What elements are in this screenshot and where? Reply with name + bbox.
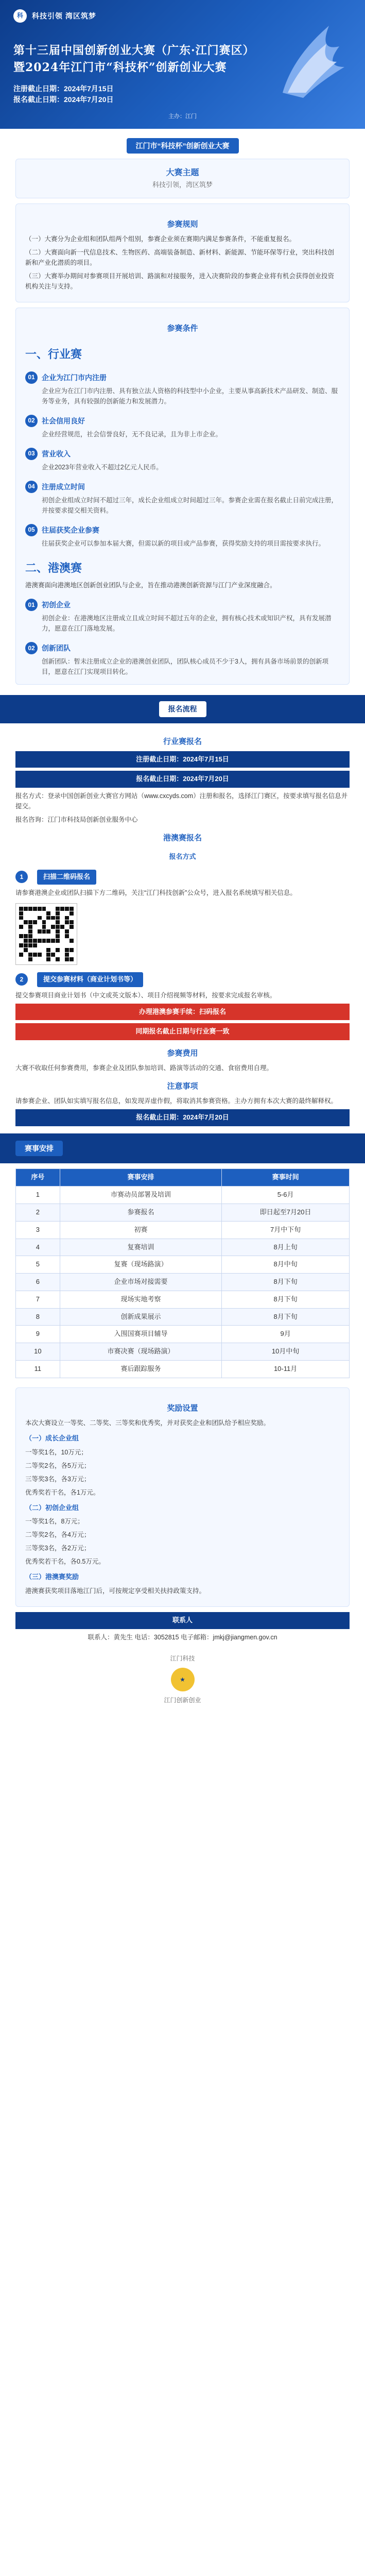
contact-body: 联系人：黄先生 电话：3052815 电子邮箱：jmkj@jiangmen.gov.cn <box>88 1634 277 1641</box>
schedule-row <box>16 1239 350 1256</box>
schedule-cell: 8月上旬 <box>222 1239 350 1256</box>
footer-brand-2: 江门创新创业 <box>164 1697 201 1704</box>
footer <box>0 1646 365 1714</box>
schedule-title: 赛事安排 <box>15 1141 63 1156</box>
cond-title: 往届获奖企业参赛 <box>42 526 99 534</box>
schedule-cell: 8月下旬 <box>222 1308 350 1326</box>
cond-title: 注册成立时间 <box>42 482 85 491</box>
slogan: 科技引领 湾区筑梦 <box>32 11 96 20</box>
awards-g3-title: （三）港澳赛奖励 <box>25 1573 79 1581</box>
cond-body: 初创企业：在港澳地区注册成立且成立时间不超过五年的企业，拥有核心技术或知识产权，具有发展潜力，愿意在江门落地发展。 <box>42 615 332 633</box>
signup-deadline-bar-2: 报名截止日期：2024年7月20日 <box>15 771 350 788</box>
schedule-cell: 6 <box>16 1274 60 1291</box>
theme-title: 大赛主题 <box>166 168 199 178</box>
award-item: 一等奖1名，10万元； <box>25 1448 88 1456</box>
cond-title: 营业收入 <box>42 449 71 458</box>
step-2 <box>15 972 350 987</box>
cond-num: 04 <box>25 481 38 493</box>
fee-body: 大赛不收取任何参赛费用，参赛企业及团队参加培训、路演等活动的交通、食宿费用自理。 <box>15 1064 273 1072</box>
schedule-row <box>16 1204 350 1221</box>
industry-heading: 一、行业赛 <box>25 347 82 361</box>
award-item: 优秀奖若干名，各1万元。 <box>25 1488 100 1496</box>
cond-title: 社会信用良好 <box>42 416 85 425</box>
cond-03 <box>25 448 340 472</box>
step-1-num: 1 <box>15 871 28 883</box>
step-1-body: 请参赛港澳企业或团队扫描下方二维码，关注“江门科技创新”公众号，进入报名系统填写相关信息。 <box>15 889 297 896</box>
awards-g1-list <box>25 1447 340 1498</box>
signup-deadline-bar-1: 注册截止日期：2024年7月15日 <box>15 751 350 768</box>
cond-body: 初创企业组成立时间不超过三年，成长企业组成立时间超过三年。参赛企业需在报名截止日前完成注册，并按要求提交相关资料。 <box>42 496 338 514</box>
schedule-row <box>16 1291 350 1308</box>
award-item: 二等奖2名，各4万元； <box>25 1531 91 1539</box>
cond-01 <box>25 371 340 406</box>
overseas-body: 港澳赛面向港澳地区创新创业团队与企业，旨在推动港澳创新资源与江门产业深度融合。 <box>25 582 276 589</box>
schedule-row <box>16 1221 350 1239</box>
schedule-cell: 7月中下旬 <box>222 1221 350 1239</box>
schedule-cell: 企业市场对接需要 <box>60 1274 221 1291</box>
ov-cond-01 <box>25 599 340 634</box>
award-item: 优秀奖若干名，各0.5万元。 <box>25 1558 105 1566</box>
schedule-cell: 入围国赛项目辅导 <box>60 1326 221 1343</box>
cond-num: 01 <box>25 371 38 384</box>
overseas-heading: 二、港澳赛 <box>25 561 82 574</box>
note-title: 注意事项 <box>167 1082 198 1091</box>
awards-section <box>0 1387 365 1607</box>
cond-title: 创新团队 <box>42 643 71 652</box>
awards-title: 奖励设置 <box>167 1403 198 1413</box>
schedule-cell: 3 <box>16 1221 60 1239</box>
schedule-row <box>16 1361 350 1378</box>
schedule-cell: 8月下旬 <box>222 1274 350 1291</box>
schedule-cell: 复赛（现场路演） <box>60 1256 221 1274</box>
schedule-cell: 8 <box>16 1308 60 1326</box>
footer-logo-icon: ★ <box>171 1668 195 1691</box>
schedule-header-cell: 赛事安排 <box>60 1169 221 1187</box>
schedule-cell: 即日起至7月20日 <box>222 1204 350 1221</box>
overseas-signup-title: 港澳赛报名 <box>163 834 202 843</box>
wing-emblem-icon <box>272 15 350 103</box>
conditions-card <box>15 308 350 685</box>
schedule-cell: 9 <box>16 1326 60 1343</box>
hero-deadline-2: 报名截止日期：2024年7月20日 <box>13 95 114 104</box>
contact-section <box>0 1612 365 1642</box>
schedule-row <box>16 1187 350 1204</box>
awards-g1-title: （一）成长企业组 <box>25 1434 79 1442</box>
cond-05 <box>25 524 340 549</box>
industry-signup-title: 行业赛报名 <box>163 737 202 746</box>
cond-02 <box>25 415 340 439</box>
theme-text: 科技引领，湾区筑梦 <box>152 180 213 189</box>
rules-title: 参赛规则 <box>167 219 198 229</box>
schedule-row <box>16 1274 350 1291</box>
schedule-cell: 4 <box>16 1239 60 1256</box>
schedule-cell: 复赛培训 <box>60 1239 221 1256</box>
awards-g3-body: 港澳赛获奖项目落地江门后，可按规定享受相关扶持政策支持。 <box>25 1587 206 1595</box>
cond-num: 02 <box>25 642 38 654</box>
contact-title: 联系人 <box>15 1612 350 1629</box>
qr-box <box>15 903 350 965</box>
cond-body: 企业应为在江门市内注册、具有独立法人资格的科技型中小企业，主要从事高新技术产品研发、制造、服务等业务，具有较强的创新能力和发展潜力。 <box>42 387 338 405</box>
conditions-title: 参赛条件 <box>167 324 198 333</box>
intro-pill: 江门市“科技杯”创新创业大赛 <box>127 138 239 154</box>
intro-section <box>0 129 365 685</box>
rule-3: （三）大赛举办期间对参赛项目开展培训、路演和对接服务，进入决赛阶段的参赛企业将有机会获得创业投资机构关注与支持。 <box>25 272 335 290</box>
step-1 <box>15 870 350 885</box>
schedule-header-cell: 序号 <box>16 1169 60 1187</box>
schedule-cell: 8月中旬 <box>222 1256 350 1274</box>
schedule-cell: 8月下旬 <box>222 1291 350 1308</box>
schedule-cell: 7 <box>16 1291 60 1308</box>
schedule-cell: 5 <box>16 1256 60 1274</box>
rule-1: （一）大赛分为企业组和团队组两个组别，参赛企业须在赛期内满足参赛条件，不能重复报名。 <box>25 235 296 243</box>
award-item: 一等奖1名，8万元； <box>25 1518 84 1526</box>
schedule-row <box>16 1256 350 1274</box>
schedule-cell: 1 <box>16 1187 60 1204</box>
schedule-cell: 5-6月 <box>222 1187 350 1204</box>
rules-card <box>15 204 350 302</box>
schedule-row <box>16 1343 350 1361</box>
overseas-red-bar-2: 同期报名截止日期与行业赛一致 <box>15 1023 350 1040</box>
awards-card <box>15 1387 350 1607</box>
schedule-table <box>15 1168 350 1378</box>
cond-num: 05 <box>25 524 38 536</box>
schedule-section <box>0 1133 365 1163</box>
signup-text-2: 报名咨询：江门市科技局创新创业服务中心 <box>15 816 138 824</box>
schedule-row <box>16 1308 350 1326</box>
awards-g2-title: （二）初创企业组 <box>25 1503 79 1512</box>
award-item: 二等奖2名，各5万元； <box>25 1462 91 1469</box>
schedule-cell: 现场实地考察 <box>60 1291 221 1308</box>
cond-04 <box>25 481 340 516</box>
footer-brand: 江门科技 <box>170 1655 195 1663</box>
signup-band-title: 报名流程 <box>159 701 206 717</box>
schedule-cell: 9月 <box>222 1326 350 1343</box>
cond-title: 初创企业 <box>42 600 71 609</box>
cond-num: 03 <box>25 448 38 460</box>
signup-deadline-bar-3: 报名截止日期：2024年7月20日 <box>15 1109 350 1126</box>
schedule-cell: 市赛动员部署及培训 <box>60 1187 221 1204</box>
ov-cond-02 <box>25 642 340 677</box>
schedule-cell: 11 <box>16 1361 60 1378</box>
brand-logo-icon: 科 <box>13 9 27 23</box>
schedule-header-cell: 赛事时间 <box>222 1169 350 1187</box>
cond-body: 创新团队：暂未注册成立企业的港澳创业团队，团队核心成员不少于3人，拥有具备市场前景的创新项目，愿意在江门实现项目转化。 <box>42 658 328 676</box>
schedule-table-wrap <box>0 1168 365 1378</box>
schedule-cell: 初赛 <box>60 1221 221 1239</box>
method-title: 报名方式 <box>169 853 196 861</box>
theme-card <box>15 159 350 198</box>
note-body: 请参赛企业、团队如实填写报名信息，如发现弄虚作假，将取消其参赛资格。主办方拥有本次大赛的最终解释权。 <box>15 1097 338 1105</box>
schedule-cell: 参赛报名 <box>60 1204 221 1221</box>
hero-deadline-1: 注册截止日期：2024年7月15日 <box>13 84 114 93</box>
schedule-cell: 赛后跟踪服务 <box>60 1361 221 1378</box>
schedule-cell: 市赛决赛（现场路演） <box>60 1343 221 1361</box>
rule-2: （二）大赛面向新一代信息技术、生物医药、高端装备制造、新材料、新能源、节能环保等行业，突出科技创新和产业化潜质的项目。 <box>25 248 335 266</box>
schedule-cell: 10-11月 <box>222 1361 350 1378</box>
cond-num: 02 <box>25 415 38 427</box>
schedule-cell: 创新成果展示 <box>60 1308 221 1326</box>
cond-body: 企业2023年营业收入不超过2亿元人民币。 <box>42 463 163 471</box>
step-2-body: 提交参赛项目商业计划书（中文或英文版本）、项目介绍视频等材料，按要求完成报名审核。 <box>15 991 276 999</box>
cond-title: 企业为江门市内注册 <box>42 373 107 382</box>
cond-body: 往届获奖企业可以参加本届大赛，但需以新的项目或产品参赛，获得奖励支持的项目需按要求执行。 <box>42 539 325 547</box>
schedule-cell: 10 <box>16 1343 60 1361</box>
award-item: 三等奖3名，各3万元； <box>25 1475 91 1483</box>
signup-section <box>0 723 365 1126</box>
hero-org: 主办：江门 <box>168 113 197 120</box>
schedule-cell: 10月中旬 <box>222 1343 350 1361</box>
signup-band <box>0 695 365 723</box>
award-item: 三等奖3名，各2万元； <box>25 1545 91 1552</box>
signup-qr-code[interactable] <box>15 903 77 965</box>
hero-banner <box>0 0 365 129</box>
overseas-red-bar-1: 办理港澳参赛手续：扫码报名 <box>15 1004 350 1021</box>
schedule-cell: 2 <box>16 1204 60 1221</box>
fee-title: 参赛费用 <box>167 1049 198 1058</box>
step-2-label: 提交参赛材料（商业计划书等） <box>37 972 143 987</box>
schedule-row <box>16 1326 350 1343</box>
awards-intro: 本次大赛设立一等奖、二等奖、三等奖和优秀奖，并对获奖企业和团队给予相应奖励。 <box>25 1419 270 1427</box>
signup-text-1: 报名方式：登录中国创新创业大赛官方网站（www.cxcyds.com）注册和报名，选择江门赛区，按要求填写报名信息并提交。 <box>15 792 348 810</box>
awards-g2-list <box>25 1516 340 1567</box>
cond-body: 企业经营规范，社会信誉良好，无不良记录，且为非上市企业。 <box>42 430 222 438</box>
hero-title: 第十三届中国创新创业大赛（广东·江门赛区）暨2024年江门市“科技杯”创新创业大赛 <box>13 44 255 74</box>
cond-num: 01 <box>25 599 38 611</box>
step-1-label: 扫描二维码报名 <box>37 870 96 885</box>
step-2-num: 2 <box>15 973 28 986</box>
